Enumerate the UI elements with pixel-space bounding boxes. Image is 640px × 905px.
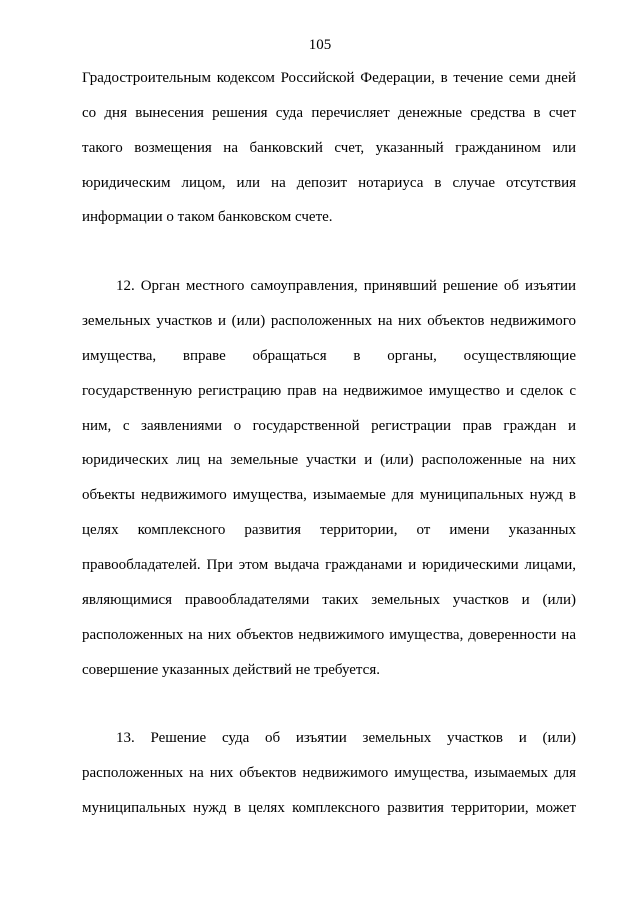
- paragraph-13: [82, 721, 576, 826]
- text-line: со дня вынесения решения суда перечисляет денежные средства в счет: [82, 104, 576, 121]
- page-number: 105: [308, 37, 332, 53]
- text-line: совершение указанных действий не требуется.: [82, 661, 380, 678]
- text-line: информации о таком банковском счете.: [82, 209, 333, 226]
- text-line: Градостроительным кодексом Российской Федерации, в течение семи дней: [82, 70, 576, 86]
- text-line: целях комплексного развития территории, от имени указанных: [82, 522, 576, 539]
- text-line: государственную регистрацию прав на недвижимое имущество и сделок с: [82, 382, 576, 399]
- text-line: являющимися правообладателями таких земельных участков и (или): [82, 591, 576, 608]
- text-line: объекты недвижимого имущества, изымаемые для муниципальных нужд в: [82, 487, 576, 504]
- text-line: имущества, вправе обращаться в органы, осуществляющие: [82, 347, 576, 364]
- paragraph-12: [82, 269, 576, 687]
- text-line: ним, с заявлениями о государственной регистрации прав граждан и: [82, 417, 576, 434]
- text-line: такого возмещения на банковский счет, указанный гражданином или: [82, 139, 576, 156]
- text-line: расположенных на них объектов недвижимого имущества, изымаемых для: [82, 765, 576, 782]
- text-line: юридических лиц на земельные участки и (или) расположенные на них: [82, 452, 576, 469]
- text-line: юридическим лицом, или на депозит нотариуса в случае отсутствия: [82, 174, 576, 191]
- text-line: земельных участков и (или) расположенных на них объектов недвижимого: [82, 313, 576, 330]
- text-line: расположенных на них объектов недвижимого имущества, доверенности на: [82, 626, 576, 643]
- paragraph-continuation: [82, 61, 576, 235]
- text-line: правообладателей. При этом выдача гражданами и юридическими лицами,: [82, 556, 576, 573]
- text-line: муниципальных нужд в целях комплексного развития территории, может: [82, 800, 576, 817]
- document-body: [82, 61, 576, 826]
- text-line: 13. Решение суда об изъятии земельных участков и (или): [116, 730, 576, 747]
- text-line: 12. Орган местного самоуправления, принявший решение об изъятии: [116, 278, 576, 295]
